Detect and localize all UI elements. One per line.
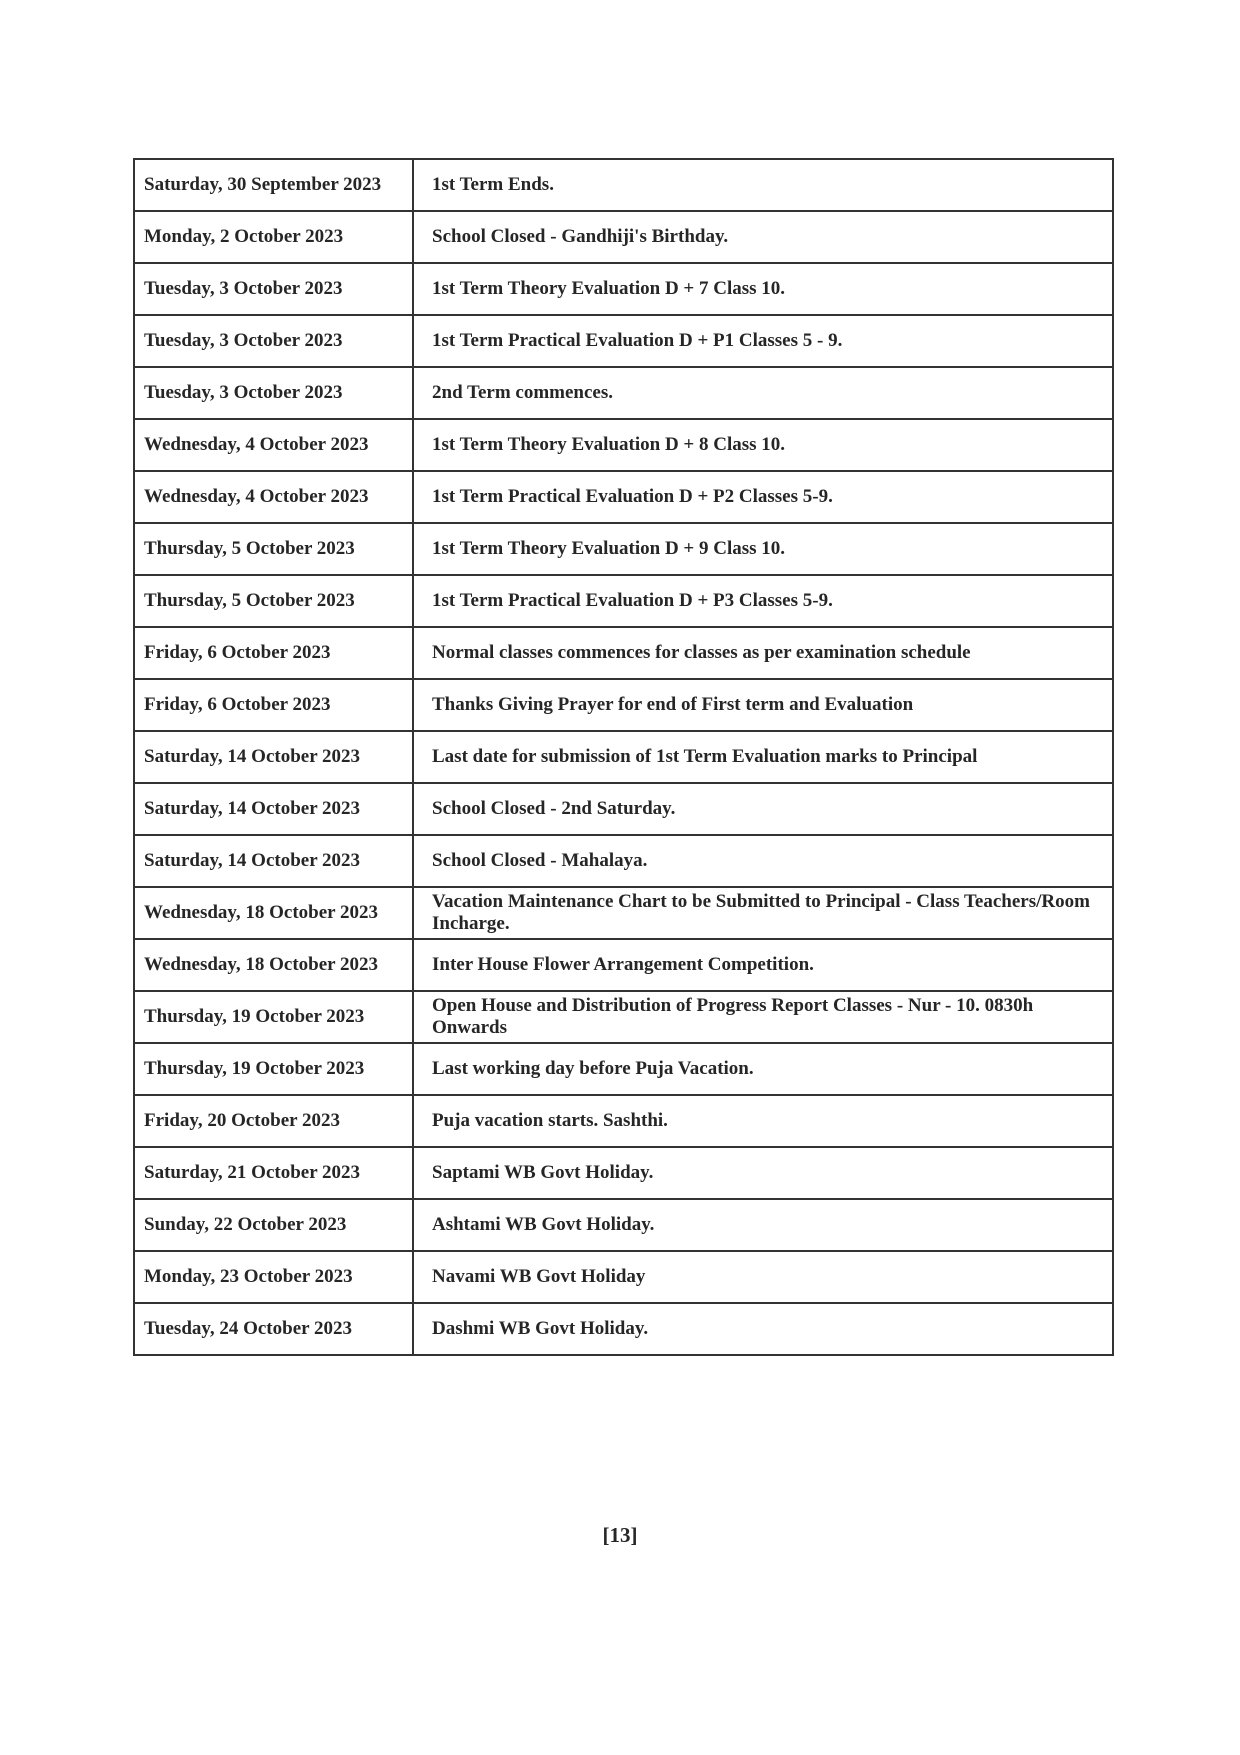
date-cell: Friday, 20 October 2023 xyxy=(134,1095,413,1147)
event-cell: School Closed - Gandhiji's Birthday. xyxy=(413,211,1113,263)
event-cell: Dashmi WB Govt Holiday. xyxy=(413,1303,1113,1355)
date-cell: Sunday, 22 October 2023 xyxy=(134,1199,413,1251)
calendar-table-body xyxy=(134,159,1113,1355)
date-cell: Monday, 23 October 2023 xyxy=(134,1251,413,1303)
event-cell: Puja vacation starts. Sashthi. xyxy=(413,1095,1113,1147)
event-cell: Normal classes commences for classes as per examination schedule xyxy=(413,627,1113,679)
event-cell: Ashtami WB Govt Holiday. xyxy=(413,1199,1113,1251)
date-cell: Thursday, 19 October 2023 xyxy=(134,1043,413,1095)
table-row xyxy=(134,679,1113,731)
table-row xyxy=(134,1303,1113,1355)
event-cell: School Closed - 2nd Saturday. xyxy=(413,783,1113,835)
page-number: [13] xyxy=(602,1523,638,1547)
event-cell: 1st Term Practical Evaluation D + P1 Classes 5 - 9. xyxy=(413,315,1113,367)
table-row xyxy=(134,575,1113,627)
date-cell: Tuesday, 3 October 2023 xyxy=(134,315,413,367)
date-cell: Saturday, 14 October 2023 xyxy=(134,835,413,887)
event-cell: 2nd Term commences. xyxy=(413,367,1113,419)
event-cell: 1st Term Theory Evaluation D + 9 Class 10. xyxy=(413,523,1113,575)
date-cell: Saturday, 14 October 2023 xyxy=(134,783,413,835)
event-cell: Thanks Giving Prayer for end of First term and Evaluation xyxy=(413,679,1113,731)
event-cell: Last date for submission of 1st Term Evaluation marks to Principal xyxy=(413,731,1113,783)
table-row xyxy=(134,939,1113,991)
event-cell: Navami WB Govt Holiday xyxy=(413,1251,1113,1303)
date-cell: Tuesday, 3 October 2023 xyxy=(134,263,413,315)
event-cell: 1st Term Theory Evaluation D + 8 Class 10. xyxy=(413,419,1113,471)
table-row xyxy=(134,471,1113,523)
table-row xyxy=(134,159,1113,211)
table-row xyxy=(134,731,1113,783)
table-row xyxy=(134,211,1113,263)
date-cell: Thursday, 5 October 2023 xyxy=(134,575,413,627)
table-row xyxy=(134,367,1113,419)
table-row xyxy=(134,1199,1113,1251)
table-row xyxy=(134,315,1113,367)
date-cell: Monday, 2 October 2023 xyxy=(134,211,413,263)
date-cell: Thursday, 5 October 2023 xyxy=(134,523,413,575)
table-row xyxy=(134,627,1113,679)
date-cell: Saturday, 30 September 2023 xyxy=(134,159,413,211)
date-cell: Tuesday, 3 October 2023 xyxy=(134,367,413,419)
table-row xyxy=(134,1095,1113,1147)
date-cell: Friday, 6 October 2023 xyxy=(134,627,413,679)
table-row xyxy=(134,835,1113,887)
date-cell: Thursday, 19 October 2023 xyxy=(134,991,413,1043)
date-cell: Wednesday, 18 October 2023 xyxy=(134,939,413,991)
event-cell: 1st Term Ends. xyxy=(413,159,1113,211)
date-cell: Saturday, 14 October 2023 xyxy=(134,731,413,783)
table-row xyxy=(134,1043,1113,1095)
event-cell: Saptami WB Govt Holiday. xyxy=(413,1147,1113,1199)
date-cell: Wednesday, 18 October 2023 xyxy=(134,887,413,939)
event-cell: Vacation Maintenance Chart to be Submitted to Principal - Class Teachers/Room Incharge. xyxy=(413,887,1113,939)
event-cell: Last working day before Puja Vacation. xyxy=(413,1043,1113,1095)
date-cell: Wednesday, 4 October 2023 xyxy=(134,471,413,523)
event-cell: 1st Term Practical Evaluation D + P2 Classes 5-9. xyxy=(413,471,1113,523)
event-cell: School Closed - Mahalaya. xyxy=(413,835,1113,887)
event-cell: 1st Term Practical Evaluation D + P3 Classes 5-9. xyxy=(413,575,1113,627)
date-cell: Wednesday, 4 October 2023 xyxy=(134,419,413,471)
table-row xyxy=(134,991,1113,1043)
event-cell: Open House and Distribution of Progress Report Classes - Nur - 10. 0830h Onwards xyxy=(413,991,1113,1043)
event-cell: Inter House Flower Arrangement Competition. xyxy=(413,939,1113,991)
table-row xyxy=(134,263,1113,315)
table-row xyxy=(134,1147,1113,1199)
table-row xyxy=(134,419,1113,471)
table-row xyxy=(134,783,1113,835)
date-cell: Tuesday, 24 October 2023 xyxy=(134,1303,413,1355)
event-cell: 1st Term Theory Evaluation D + 7 Class 10. xyxy=(413,263,1113,315)
date-cell: Friday, 6 October 2023 xyxy=(134,679,413,731)
table-row xyxy=(134,523,1113,575)
table-row xyxy=(134,1251,1113,1303)
date-cell: Saturday, 21 October 2023 xyxy=(134,1147,413,1199)
table-row xyxy=(134,887,1113,939)
calendar-table xyxy=(133,158,1114,1356)
